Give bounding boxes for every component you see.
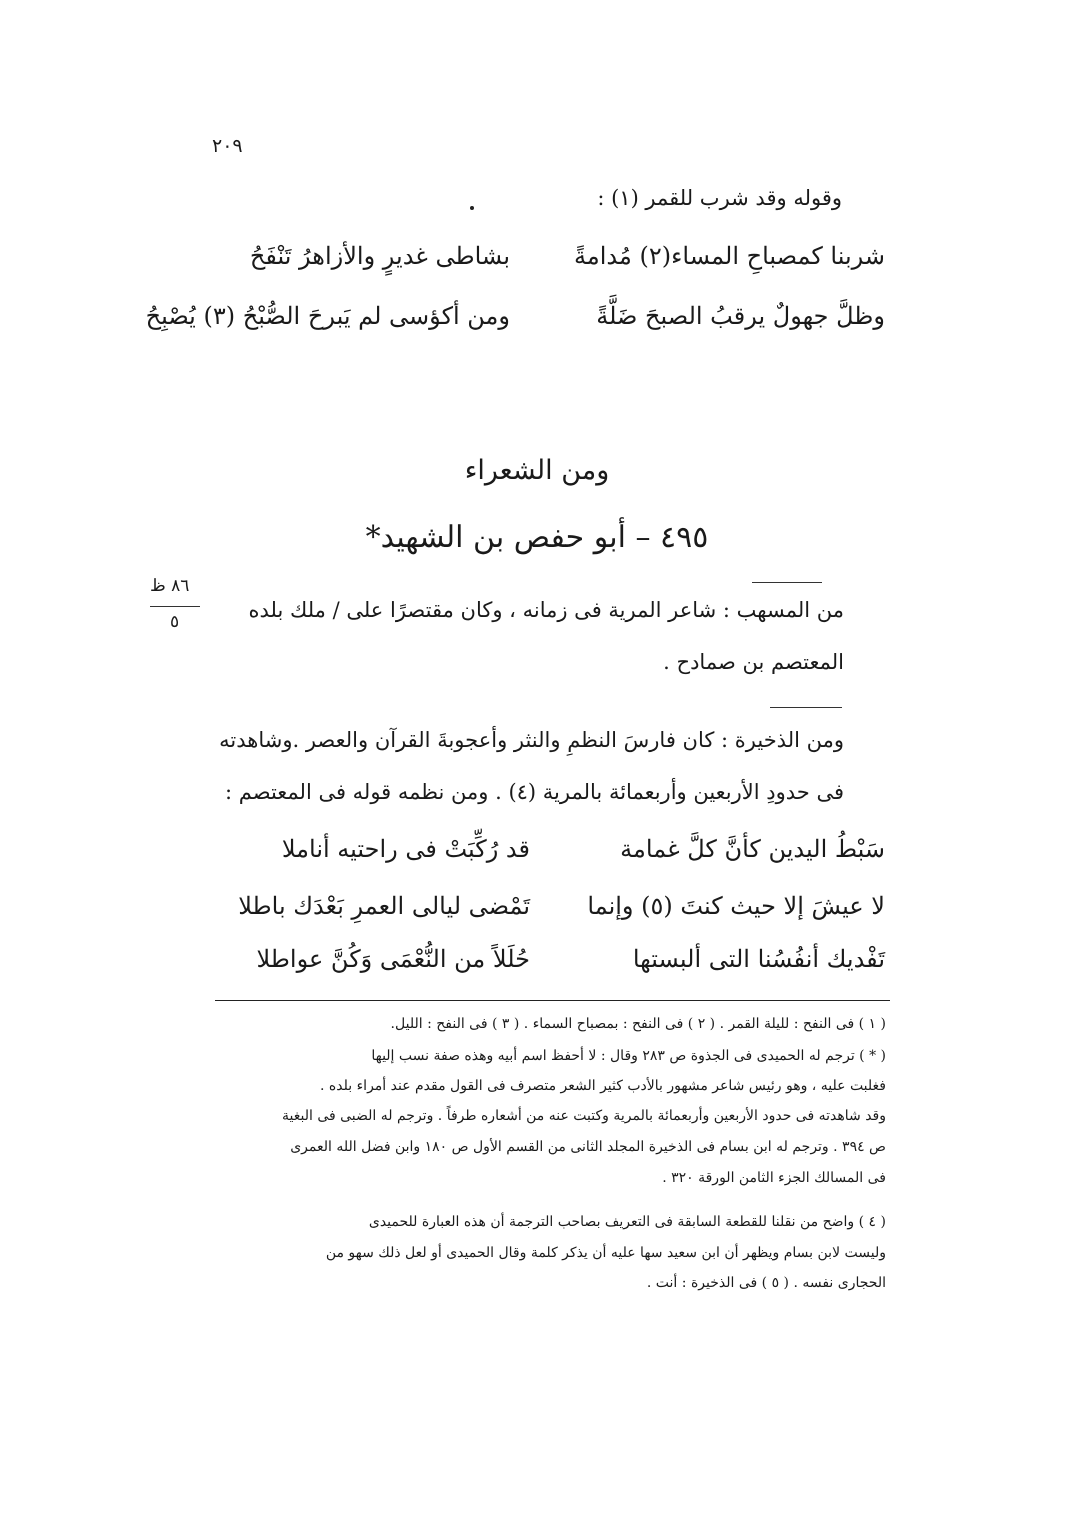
verse-second-hemistich: ومن أكؤسى لم يَبرحَ الصُّبْحُ (٣) يُصْبِحُ — [145, 302, 510, 330]
footnote-line: وليست لابن بسام ويظهر أن ابن سعيد سها عليه أن يذكر كلمة وقال الحميدى أو لعل ذلك سهو من — [325, 1245, 886, 1261]
verse-first-hemistich: تَفْديك أنفُسُنا التى ألبستها — [632, 945, 885, 973]
verse-second-hemistich: قد رُكِّبَتْ فى راحتيه أناملا — [281, 835, 530, 863]
margin-rule — [150, 606, 200, 607]
separator-rule — [752, 582, 822, 583]
footnote-line: ( * ) ترجم له الحميدى فى الجذوة ص ٢٨٣ وقال : لا أحفظ اسم أبيه وهذه صفة نسب إليها — [371, 1048, 886, 1064]
verse-second-hemistich: تَمْضى ليالى العمرِ بَعْدَك باطلا — [238, 892, 530, 920]
verse-line — [195, 945, 885, 979]
footnote-line: فى المسالك الجزء الثامن الورقة ٣٢٠ . — [662, 1170, 886, 1186]
footnote-line: الحجارى نفسه . ( ٥ ) فى الذخيرة : أنت . — [646, 1275, 886, 1291]
verse-second-hemistich: حُلَلاً من النُّعْمَى وَكُنَّ عواطلا — [256, 945, 530, 973]
verse-first-hemistich: سَبْطُ اليدين كأنَّ كلَّ غمامة — [620, 835, 885, 863]
footnote-rule — [215, 1000, 890, 1001]
footnote-line: ( ١ ) فى النفح : لليلة القمر . ( ٢ ) فى النفح : بمصباح السماء . ( ٣ ) فى النفح : الليل. — [390, 1016, 886, 1032]
paragraph-line: ومن الذخيرة : كان فارسَ النظمِ والنثر وأعجوبةَ القرآن والعصر .وشاهدته — [219, 728, 844, 752]
footnote-line: ص ٣٩٤ . وترجم له ابن بسام فى الذخيرة المجلد الثانى من القسم الأول ص ١٨٠ وابن فضل الله العمرى — [290, 1139, 886, 1155]
paragraph-line: من المسهب : شاعر المرية فى زمانه ، وكان مقتصرًا على / ملك بلده — [248, 598, 844, 622]
verse-line — [195, 242, 885, 276]
paragraph-line: المعتصم بن صمادح . — [663, 650, 844, 674]
footnote-line: ( ٤ ) واضح من نقلنا للقطعة السابقة فى التعريف بصاحب الترجمة أن هذه العبارة للحميدى — [368, 1214, 886, 1230]
verse-second-hemistich: بشاطى غديرٍ والأزاهرُ تَنْفَحُ — [249, 242, 510, 270]
verse-line — [195, 835, 885, 869]
footnote-line: فغلبت عليه ، وهو رئيس شاعر مشهور بالأدب كثير الشعر متصرف فى القول مقدم عند أمراء بلده . — [320, 1078, 886, 1094]
verse-first-hemistich: لا عيشَ إلا حيث كنتَ (٥) وإنما — [587, 892, 885, 920]
margin-line-number: ٥ — [170, 612, 180, 632]
margin-folio: ٨٦ ظ — [150, 576, 190, 596]
footnote-line: وقد شاهدته فى حدود الأربعين وأربعمائة بالمرية وكتبت عنه من أشعاره طرفاً . وترجم له الضبى فى البغية — [282, 1108, 886, 1124]
separator-rule — [770, 707, 842, 708]
intro-line: وقوله وقد شرب للقمر (١) : — [597, 186, 842, 210]
poet-title: ٤٩٥ – أبو حفص بن الشهيد* — [365, 520, 709, 555]
section-title: ومن الشعراء — [464, 455, 610, 486]
paragraph-line: فى حدودِ الأربعين وأربعمائة بالمرية (٤) . ومن نظمه قوله فى المعتصم : — [225, 780, 844, 804]
ink-dot — [470, 206, 474, 210]
verse-first-hemistich: وظلَّ جهولٌ يرقبُ الصبحَ ضَلَّةً — [596, 302, 885, 330]
verse-first-hemistich: شربنا كمصباحِ المساء(٢) مُدامةً — [574, 242, 885, 270]
verse-line — [195, 892, 885, 926]
verse-line — [145, 302, 885, 336]
page-number: ٢٠٩ — [212, 135, 243, 157]
